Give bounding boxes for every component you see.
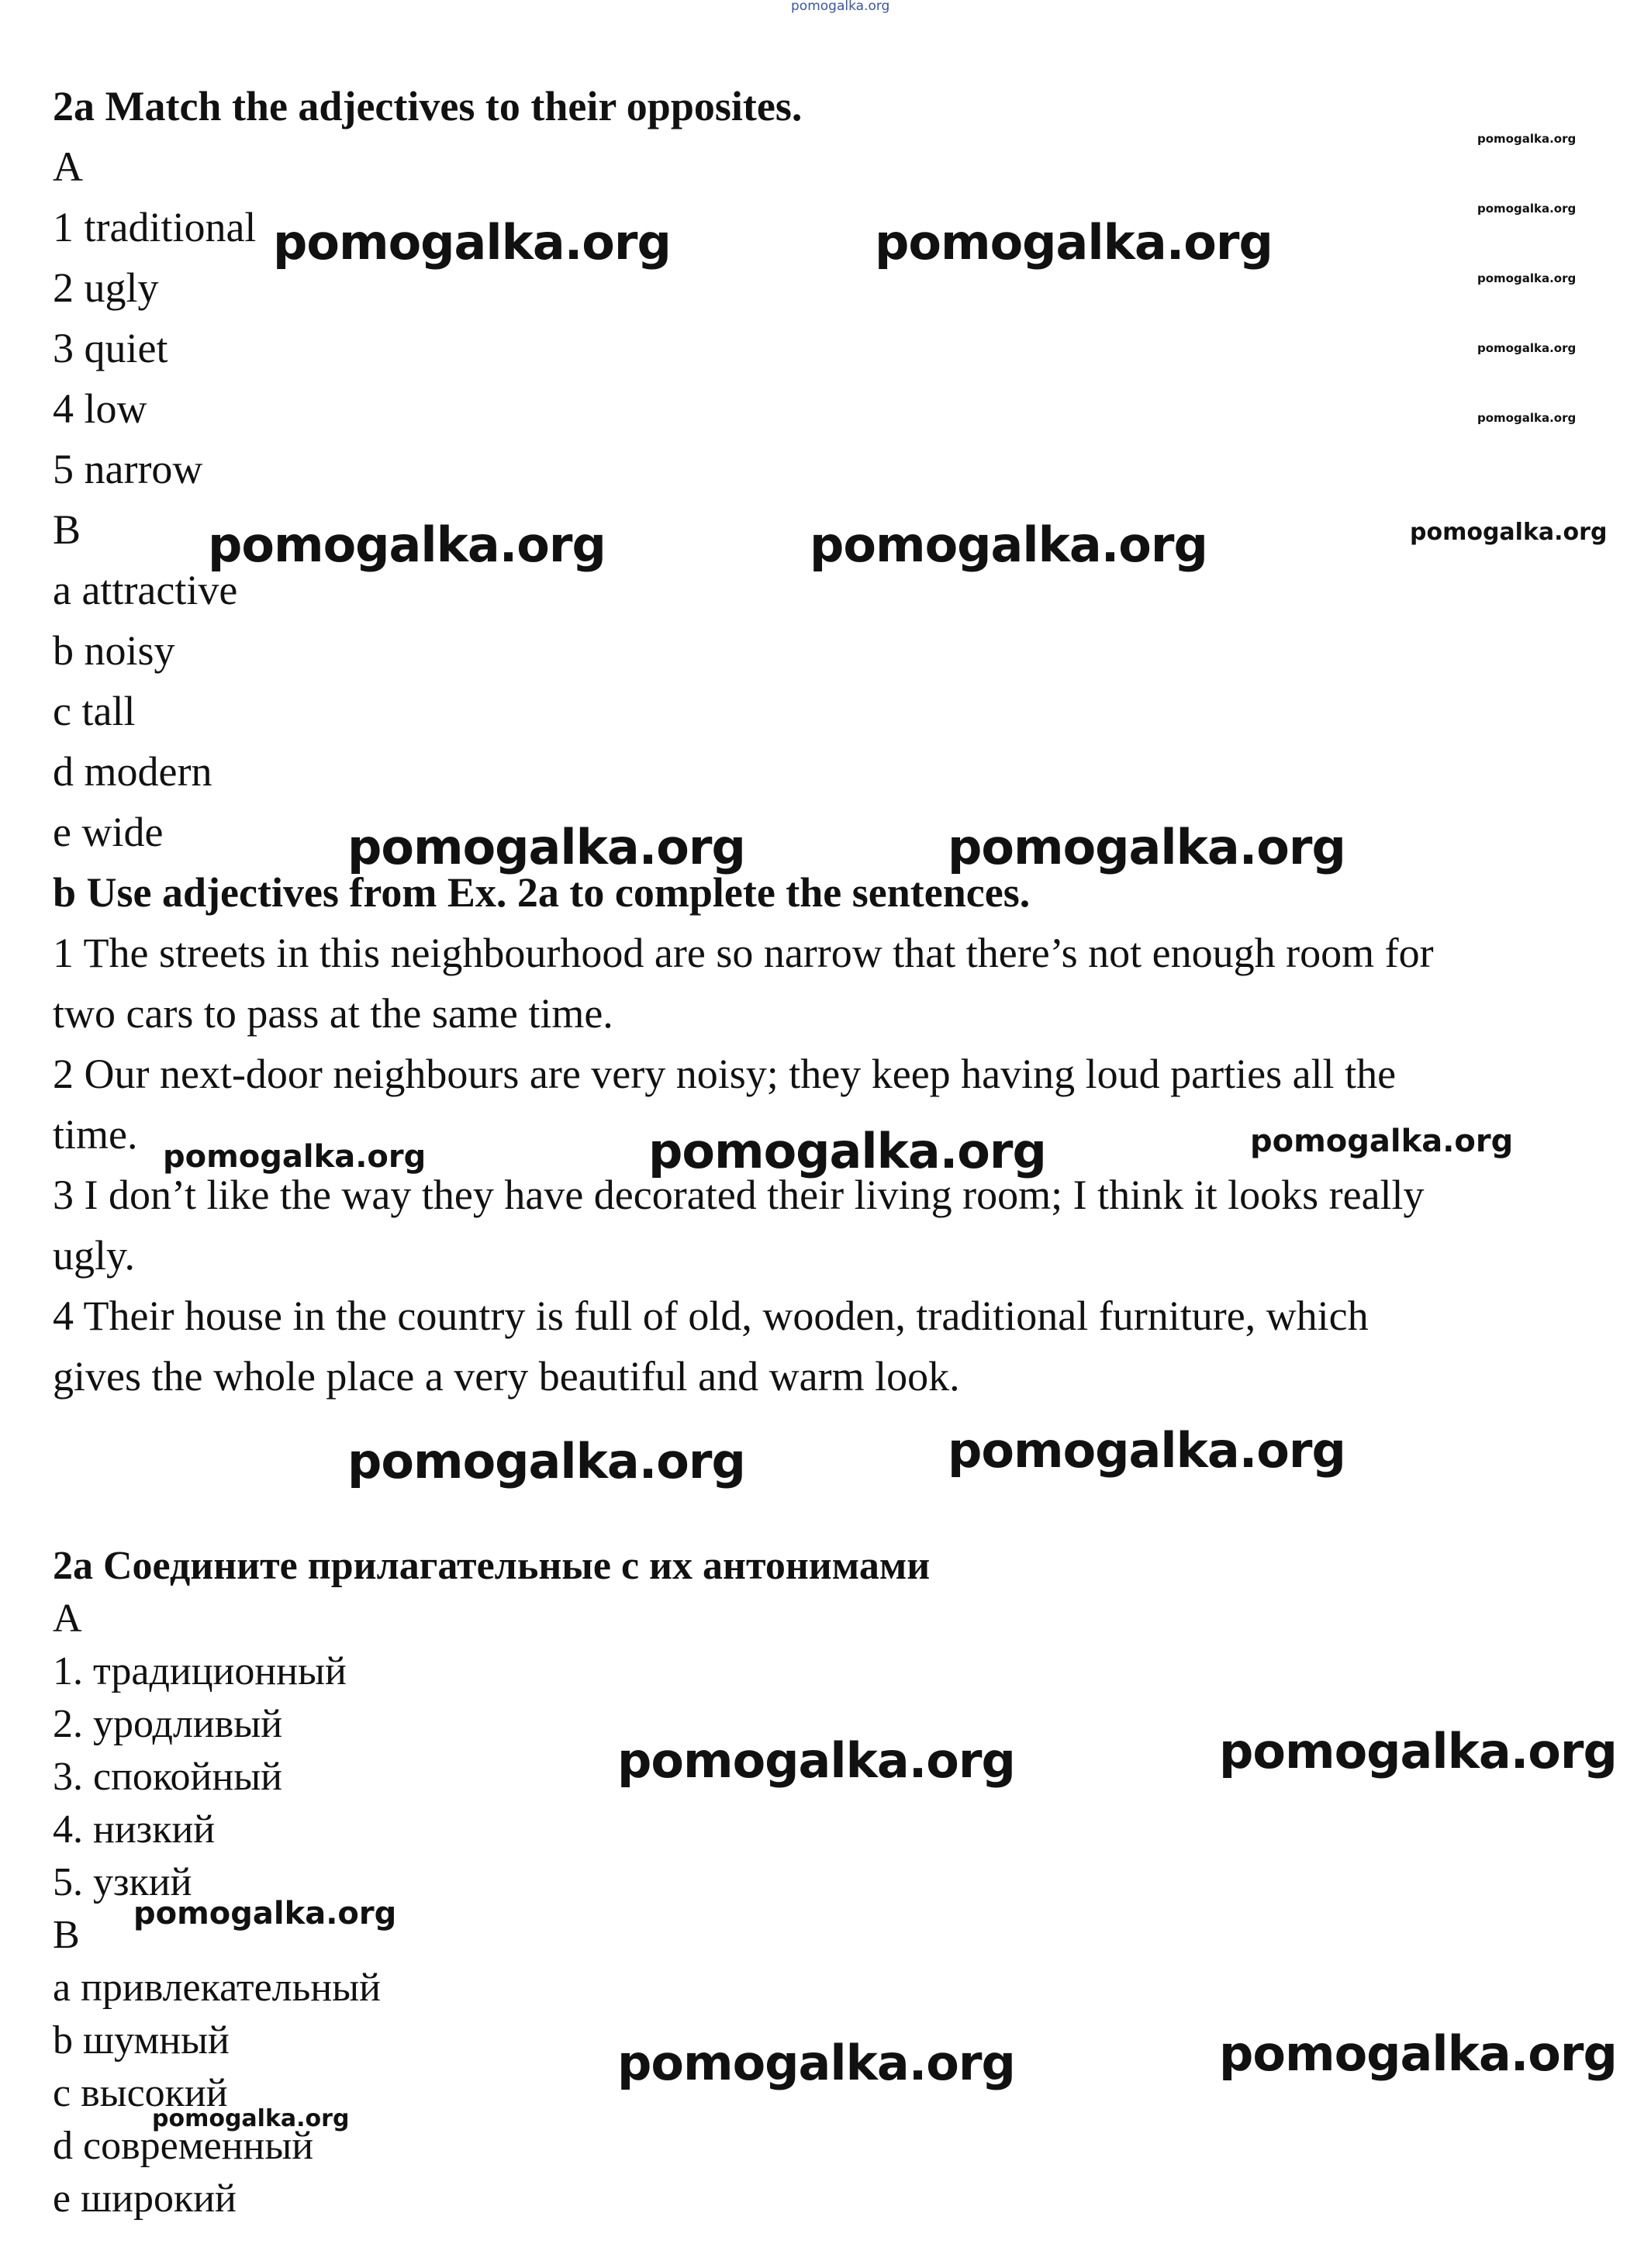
list-item: 3 quiet (53, 325, 168, 371)
list-item: 5 narrow (53, 446, 203, 492)
sentence-line: gives the whole place a very beautiful and warm look. (53, 1353, 960, 1400)
list-item: 4 low (53, 385, 147, 432)
sentence-line: time. (53, 1111, 138, 1158)
watermark-top: pomogalka.org (791, 0, 890, 14)
exercise-2b-heading: b Use adjectives from Ex. 2a to complete the sentences. (53, 869, 1031, 916)
watermark: pomogalka.org (273, 214, 671, 271)
watermark: pomogalka.org (948, 1422, 1345, 1479)
list-item: 2 ugly (53, 264, 159, 311)
watermark: pomogalka.org (1477, 132, 1577, 146)
list-item: 5. узкий (53, 1860, 192, 1904)
watermark: pomogalka.org (648, 1123, 1046, 1179)
sentence-line: 1 The streets in this neighbourhood are so narrow that there’s not enough room for (53, 930, 1434, 976)
watermark: pomogalka.org (133, 1896, 397, 1931)
list-item: 3. спокойный (53, 1755, 282, 1799)
watermark: pomogalka.org (347, 819, 745, 875)
sentence-line: 4 Their house in the country is full of old, wooden, traditional furniture, which (53, 1293, 1369, 1339)
watermark: pomogalka.org (1477, 341, 1577, 355)
sentence-line: two cars to pass at the same time. (53, 990, 613, 1037)
watermark: pomogalka.org (1250, 1124, 1514, 1159)
watermark: pomogalka.org (1410, 519, 1608, 546)
watermark: pomogalka.org (810, 516, 1207, 573)
watermark: pomogalka.org (875, 214, 1273, 271)
list-item: d modern (53, 748, 212, 795)
list-item: b noisy (53, 627, 175, 674)
watermark: pomogalka.org (617, 2035, 1015, 2091)
list-item: a привлекательный (53, 1966, 381, 2010)
watermark: pomogalka.org (1219, 2025, 1617, 2082)
list-item: 4. низкий (53, 1807, 216, 1852)
sentence-line: ugly. (53, 1232, 135, 1279)
watermark: pomogalka.org (1477, 411, 1577, 425)
list-item: 1 traditional (53, 204, 257, 250)
watermark: pomogalka.org (1219, 1723, 1617, 1780)
watermark: pomogalka.org (347, 1433, 745, 1490)
list-item: d современный (53, 2124, 314, 2168)
column-b-label: B (53, 506, 81, 553)
sentence-line: 2 Our next-door neighbours are very noisy; they keep having loud parties all the (53, 1051, 1397, 1097)
column-a-label: A (53, 143, 83, 190)
exercise-2a-heading: 2a Match the adjectives to their opposites. (53, 83, 803, 129)
list-item: 2. уродливый (53, 1702, 283, 1746)
list-item: c tall (53, 688, 136, 734)
watermark: pomogalka.org (152, 2105, 350, 2132)
watermark: pomogalka.org (617, 1732, 1015, 1789)
translation-column-a-label: A (53, 1597, 82, 1641)
list-item: e широкий (53, 2177, 237, 2221)
sentence-line: 3 I don’t like the way they have decorated their living room; I think it looks really (53, 1172, 1425, 1218)
list-item: 1. традиционный (53, 1649, 347, 1693)
list-item: a attractive (53, 567, 238, 613)
list-item: e wide (53, 809, 164, 855)
translation-heading: 2a Соедините прилагательные с их антонимами (53, 1544, 931, 1588)
watermark: pomogalka.org (948, 819, 1345, 875)
list-item: b шумный (53, 2018, 230, 2063)
list-item: c высокий (53, 2071, 228, 2115)
watermark: pomogalka.org (163, 1139, 427, 1175)
translation-column-b-label: B (53, 1913, 80, 1957)
watermark: pomogalka.org (208, 516, 606, 573)
watermark: pomogalka.org (1477, 202, 1577, 216)
watermark: pomogalka.org (1477, 271, 1577, 285)
